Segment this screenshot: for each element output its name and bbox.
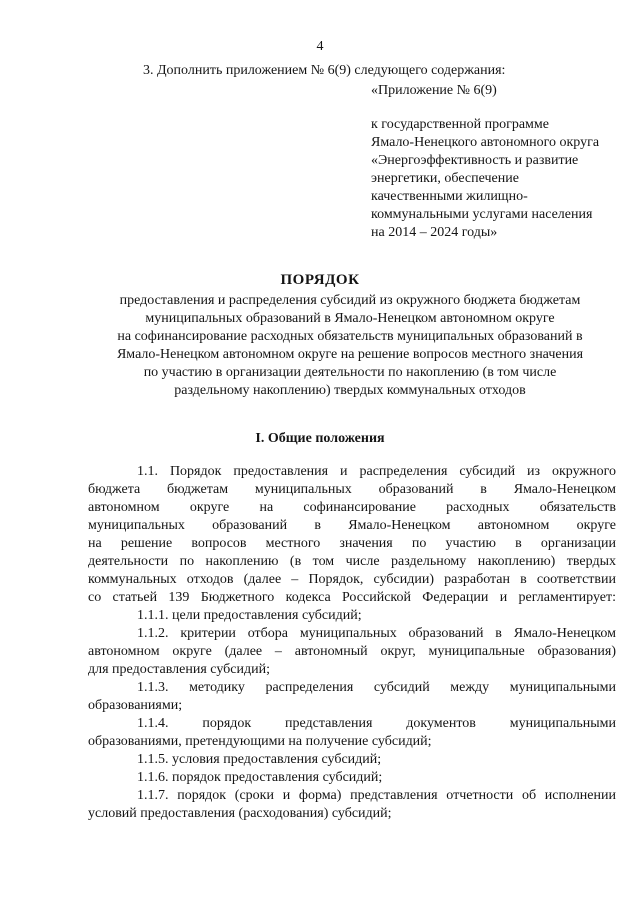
appendix-ref-line: Ямало-Ненецкого автономного округа: [371, 135, 600, 150]
appendix-heading: «Приложение № 6(9): [371, 83, 497, 98]
subtitle-line: по участию в организации деятельности по накоплению (в том числе: [143, 365, 557, 380]
body-line: для предоставления субсидий;: [88, 662, 270, 677]
body-line: 1.1.2. критерии отбора муниципальных образований в Ямало-Ненецком: [137, 626, 616, 641]
appendix-ref-line: к государственной программе: [371, 117, 549, 132]
body-line: 1.1.7. порядок (сроки и форма) представления отчетности об исполнении: [137, 788, 616, 803]
body-line: 1.1.6. порядок предоставления субсидий;: [137, 770, 383, 785]
amendment-lead-line: 3. Дополнить приложением № 6(9) следующего содержания:: [143, 63, 506, 78]
subtitle-line: Ямало-Ненецком автономном округе на решение вопросов местного значения: [116, 347, 584, 362]
body-line: 1.1.1. цели предоставления субсидий;: [137, 608, 362, 623]
body-line: образованиями;: [88, 698, 183, 713]
body-line: деятельности по накоплению (в том числе раздельному накоплению) твердых: [88, 554, 616, 569]
page-number: 4: [316, 39, 324, 54]
subtitle-line: муниципальных образований в Ямало-Ненецком автономном округе: [145, 311, 555, 326]
body-line: образованиями, претендующими на получение субсидий;: [88, 734, 432, 749]
body-line: со статьей 139 Бюджетного кодекса Российской Федерации и регламентирует:: [88, 590, 616, 605]
body-line: автономном округе (далее – автономный округ, муниципальные образования): [88, 644, 616, 659]
body-line: бюджета бюджетам муниципальных образований в Ямало-Ненецком: [88, 482, 616, 497]
body-line: автономном округе на софинансирование расходных обязательств: [88, 500, 616, 515]
subtitle-line: на софинансирование расходных обязательств муниципальных образований в: [117, 329, 583, 344]
appendix-ref-line: энергетики, обеспечение: [371, 171, 519, 186]
body-line: 1.1.4. порядок представления документов муниципальными: [137, 716, 616, 731]
appendix-ref-line: коммунальными услугами населения: [371, 207, 593, 222]
appendix-ref-line: качественными жилищно-: [371, 189, 528, 204]
body-line: муниципальных образований в Ямало-Ненецком автономном округе: [88, 518, 616, 533]
body-line: условий предоставления (расходования) субсидий;: [88, 806, 392, 821]
subtitle-line: раздельному накоплению) твердых коммунальных отходов: [174, 383, 526, 398]
subtitle-line: предоставления и распределения субсидий из окружного бюджета бюджетам: [119, 293, 581, 308]
body-line: 1.1. Порядок предоставления и распределения субсидий из окружного: [137, 464, 616, 479]
body-line: коммунальных отходов (далее – Порядок, субсидии) разработан в соответствии: [88, 572, 616, 587]
body-line: на решение вопросов местного значения по участию в организации: [88, 536, 616, 551]
appendix-ref-line: «Энергоэффективность и развитие: [371, 153, 579, 168]
body-line: 1.1.5. условия предоставления субсидий;: [137, 752, 382, 767]
section-heading: I. Общие положения: [255, 431, 385, 446]
appendix-ref-line: на 2014 – 2024 годы»: [371, 225, 498, 240]
body-line: 1.1.3. методику распределения субсидий между муниципальными: [137, 680, 616, 695]
document-title: ПОРЯДОК: [280, 272, 360, 288]
